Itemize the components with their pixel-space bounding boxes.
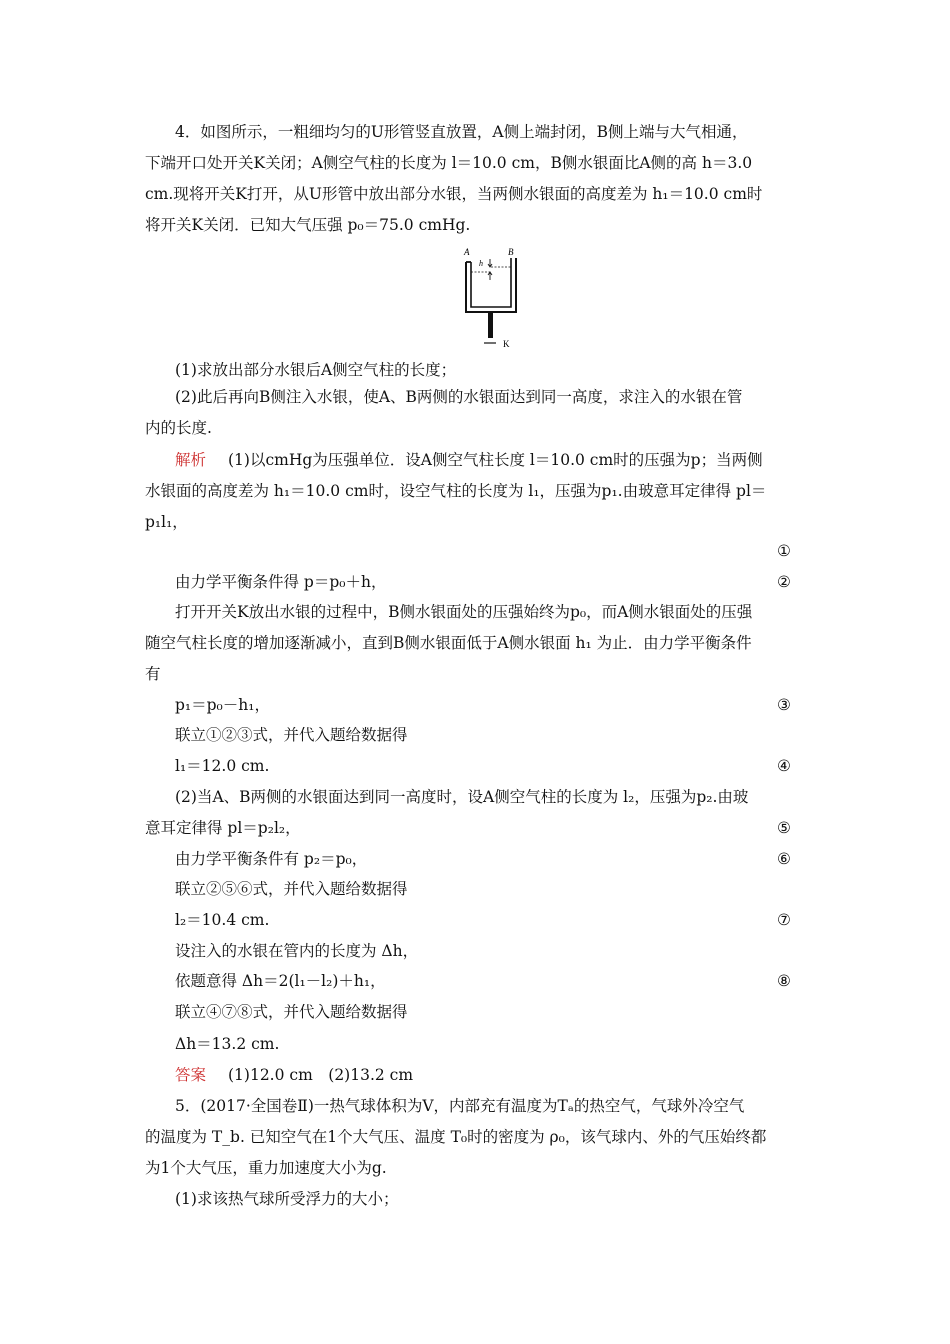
para3-line-1: 打开开关K放出水银的过程中，B侧水银面处的压强始终为p₀，而A侧水银面处的压强 <box>175 603 753 621</box>
part2-line-2: 意耳定律得 pl＝p₂l₂， ⑤ <box>0 813 950 843</box>
label-k: K <box>503 339 510 349</box>
label-a: A <box>464 247 470 257</box>
set-line: 设注入的水银在管内的长度为 Δh， <box>175 942 419 960</box>
label-b: B <box>508 247 514 257</box>
eq-marker-8: ⑧ <box>777 972 791 990</box>
solution-label: 解析 <box>175 451 207 469</box>
eq-marker-5: ⑤ <box>777 819 791 837</box>
result-line: Δh＝13.2 cm. <box>175 1035 280 1053</box>
drain-pipe <box>488 312 493 338</box>
q5-line-3: 为1个大气压，重力加速度大小为g. <box>145 1159 387 1177</box>
label-h: h <box>479 259 483 268</box>
eq-marker-6: ⑥ <box>777 850 791 868</box>
solution-line-2: 水银面的高度差为 h₁＝10.0 cm时，设空气柱的长度为 l₁，压强为p₁.由玻意耳定律得 pl＝ <box>145 482 767 500</box>
eq-2-line: 由力学平衡条件得 p＝p₀＋h， ② <box>0 567 950 597</box>
arrow-down-icon <box>488 259 492 267</box>
u-tube-diagram <box>458 246 522 352</box>
q5-sub1: (1)求该热气球所受浮力的大小； <box>175 1190 399 1208</box>
q4-line-1: 4．如图所示，一粗细均匀的U形管竖直放置，A侧上端封闭，B侧上端与大气相通， <box>175 123 748 141</box>
q4-sub2-line-1: (2)此后再向B侧注入水银，使A、B两侧的水银面达到同一高度，求注入的水银在管 <box>175 388 743 406</box>
q4-line-4: 将开关K关闭．已知大气压强 p₀＝75.0 cmHg. <box>145 216 471 234</box>
answer-label: 答案 <box>175 1066 207 1084</box>
eq-marker-1: ① <box>777 542 791 560</box>
solution-line-3: p₁l₁， <box>145 513 188 531</box>
eq-marker-3: ③ <box>777 696 791 714</box>
q4-line-2: 下端开口处开关K关闭；A侧空气柱的长度为 l＝10.0 cm，B侧水银面比A侧的高 h＝3.0 <box>145 154 753 172</box>
eq-3-line: p₁＝p₀－h₁， ③ <box>0 690 950 720</box>
para3-line-3: 有 <box>145 665 161 683</box>
marker-1-line <box>0 536 950 566</box>
q5-line-1: 5．(2017·全国卷Ⅱ)一热气球体积为V，内部充有温度为Tₐ的热空气，气球外冷空气 <box>175 1097 745 1115</box>
combine-2-line: 联立②⑤⑥式，并代入题给数据得 <box>175 880 408 898</box>
answer-line: 答案 (1)12.0 cm (2)13.2 cm <box>0 1060 950 1090</box>
eq-4-line: l₁＝12.0 cm. ④ <box>0 751 950 781</box>
solution-line-1: 解析 (1)以cmHg为压强单位．设A侧空气柱长度 l＝10.0 cm时的压强为p；当两侧 <box>0 445 950 475</box>
eq-marker-7: ⑦ <box>777 911 791 929</box>
para3-line-2: 随空气柱长度的增加逐渐减小，直到B侧水银面低于A侧水银面 h₁ 为止．由力学平衡条件 <box>145 634 752 652</box>
eq-7-line: l₂＝10.4 cm. ⑦ <box>0 905 950 935</box>
eq-6-line: 由力学平衡条件有 p₂＝p₀， ⑥ <box>0 844 950 874</box>
combine-3-line: 联立④⑦⑧式，并代入题给数据得 <box>175 1003 408 1021</box>
arrow-up-icon <box>488 272 492 280</box>
q4-line-3: cm.现将开关K打开，从U形管中放出部分水银，当两侧水银面的高度差为 h₁＝10.0 cm时 <box>145 185 763 203</box>
eq-marker-2: ② <box>777 573 791 591</box>
q5-line-2: 的温度为 T_b. 已知空气在1个大气压、温度 T₀时的密度为 ρ₀，该气球内、外的气压始终都 <box>145 1128 767 1146</box>
eq-marker-4: ④ <box>777 757 791 775</box>
q4-sub2-line-2: 内的长度. <box>145 419 212 437</box>
eq-8-line: 依题意得 Δh＝2(l₁－l₂)＋h₁， ⑧ <box>0 966 950 996</box>
part2-line-1: (2)当A、B两侧的水银面达到同一高度时，设A侧空气柱的长度为 l₂，压强为p₂.由玻 <box>175 788 749 806</box>
q4-sub1: (1)求放出部分水银后A侧空气柱的长度； <box>175 361 457 379</box>
combine-1-line: 联立①②③式，并代入题给数据得 <box>175 726 408 744</box>
